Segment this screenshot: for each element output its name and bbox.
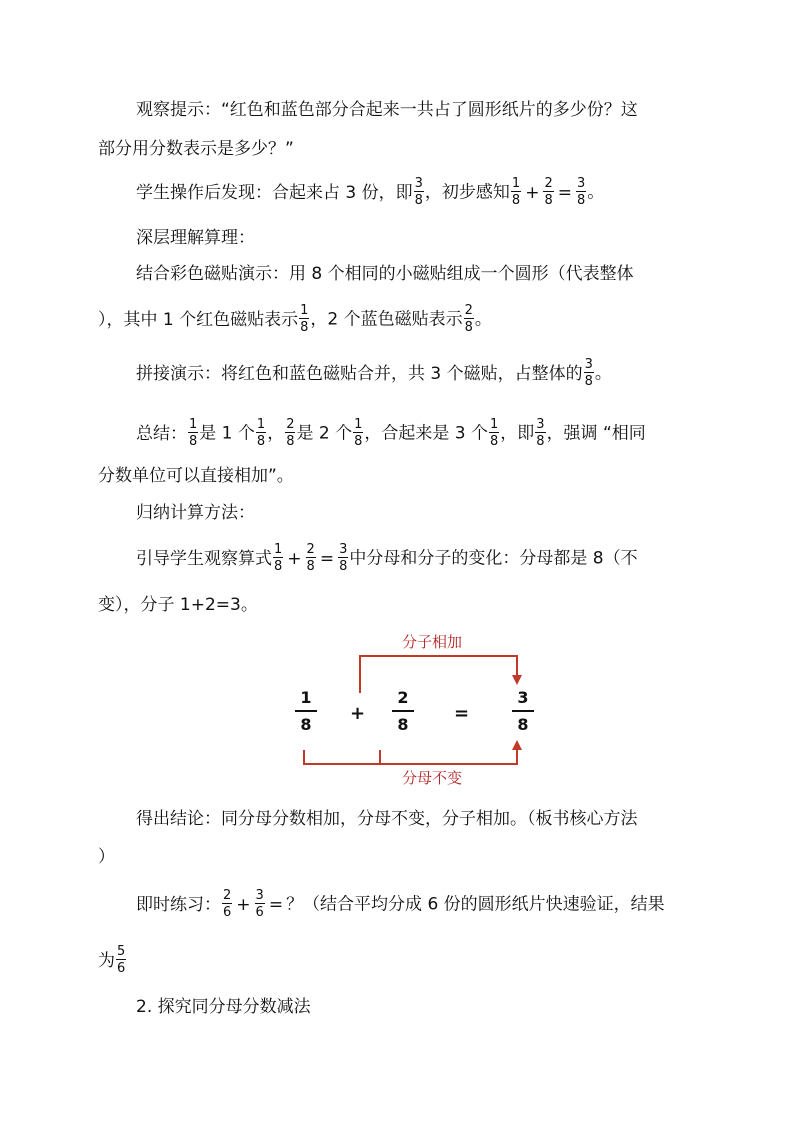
section-heading-reasoning: 深层理解算理：	[136, 228, 255, 248]
diagram-fraction-1: 1 8	[295, 688, 317, 735]
method-line-1: 引导学生观察算式 $\frac{1}{8}$ + $\frac{2}{8}$ = $\frac{3}{8}$ 中分母和分子的变化：分母都是 8（不	[136, 542, 638, 574]
bottom-label-denominator-same: 分母不变	[402, 769, 463, 787]
section-heading-method: 归纳计算方法：	[136, 503, 255, 523]
magnet-demo-line-2: ），其中 1 个红色磁贴表示 $\frac{1}{8}$ ，2 个蓝色磁贴表示 $\frac{2}{8}$ 。	[98, 303, 492, 335]
diagram-fraction-2: 2 8	[392, 688, 414, 735]
conclusion-line-1: 得出结论：同分母分数相加，分母不变，分子相加。（板书核心方法	[136, 809, 638, 829]
diagram-fraction-3: 3 8	[512, 688, 534, 735]
summary-line-1: 总结： $\frac{1}{8}$ 是 1 个 $\frac{1}{8}$ ， $\frac{2}{8}$ 是 2 个 $\frac{1}{8}$ ，合起来是 3 个 $\frac{1}{8}$ ，即 $\frac{3}{8}$ ，强调 “相同	[136, 417, 646, 449]
practice-line-1: 即时练习： $\frac{2}{6}$ + $\frac{3}{6}$ = ？（结合平均分成 6 份的圆形纸片快速验证，结果	[136, 888, 665, 920]
fraction: $\frac{3}{8}$	[339, 542, 348, 574]
fraction: $\frac{2}{8}$	[464, 303, 473, 335]
fraction: $\frac{2}{6}$	[223, 888, 232, 920]
observation-hint-line-2: 部分用分数表示是多少？”	[98, 139, 294, 159]
fraction: $\frac{1}{8}$	[300, 303, 309, 335]
observation-hint-line-1: 观察提示：“红色和蓝色部分合起来一共占了圆形纸片的多少份？这	[136, 100, 638, 120]
fraction: $\frac{1}{8}$	[490, 417, 499, 449]
fraction: $\frac{2}{8}$	[306, 542, 315, 574]
magnet-demo-line-1: 结合彩色磁贴演示：用 8 个相同的小磁贴组成一个圆形（代表整体	[136, 264, 634, 284]
numerator-arrow	[360, 656, 517, 693]
denominator-bracket-arrow	[304, 745, 517, 764]
fraction: $\frac{3}{6}$	[255, 888, 264, 920]
section-heading-subtraction: 2. 探究同分母分数减法	[136, 997, 311, 1017]
fraction: $\frac{2}{8}$	[544, 176, 553, 208]
diagram-equals: =	[454, 703, 470, 724]
fraction: $\frac{2}{8}$	[286, 417, 295, 449]
fraction: $\frac{1}{8}$	[274, 542, 283, 574]
top-label-numerators-add: 分子相加	[402, 633, 463, 651]
fraction: $\frac{3}{8}$	[576, 176, 586, 208]
fraction: $\frac{3}{8}$	[414, 176, 423, 208]
fraction-addition-diagram	[292, 628, 542, 793]
fraction: $\frac{1}{8}$	[354, 417, 363, 449]
fraction: $\frac{1}{8}$	[256, 417, 266, 449]
practice-line-2: 为 $\frac{5}{6}$	[98, 944, 126, 976]
diagram-plus: +	[350, 703, 366, 724]
method-line-2: 变），分子 1+2=3。	[98, 595, 258, 615]
conclusion-line-2: ）	[98, 847, 115, 867]
fraction: $\frac{3}{8}$	[584, 357, 593, 389]
student-finding-line: 学生操作后发现：合起来占 3 份，即 $\frac{3}{8}$ ，初步感知 $\frac{1}{8}$ + $\frac{2}{8}$ = $\frac{3}{8}$ 。	[136, 176, 605, 208]
summary-line-2: 分数单位可以直接相加”。	[98, 466, 294, 486]
fraction: $\frac{1}{8}$	[511, 176, 521, 208]
fraction: $\frac{1}{8}$	[189, 417, 198, 449]
fraction: $\frac{5}{6}$	[117, 944, 126, 976]
fraction: $\frac{3}{8}$	[536, 417, 545, 449]
splice-demo-line: 拼接演示：将红色和蓝色磁贴合并，共 3 个磁贴，占整体的 $\frac{3}{8}$ 。	[136, 357, 612, 389]
